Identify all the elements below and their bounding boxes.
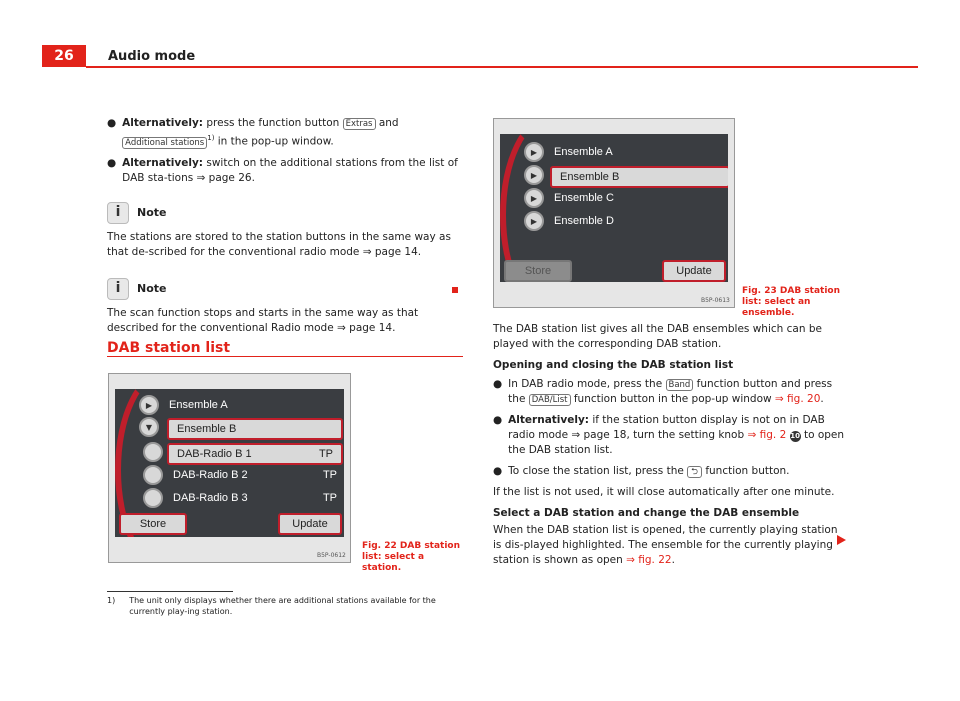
- list-item-selected: Ensemble B: [167, 418, 343, 440]
- intro-text: The DAB station list gives all the DAB ensembles which can be played with the corresponding DAB station.: [493, 323, 822, 350]
- list-item: ▶ Ensemble D: [524, 211, 614, 231]
- bullet-text: In DAB radio mode, press the: [508, 378, 663, 390]
- bullet-text: To close the station list, press the: [508, 465, 684, 477]
- back-icon: ⮌: [687, 466, 702, 478]
- footnote-rule: [107, 591, 233, 592]
- update-button: Update: [662, 260, 726, 282]
- section-title: DAB station list: [107, 340, 231, 356]
- dab-list-button: DAB/List: [529, 394, 571, 406]
- bullet-label: Alternatively:: [508, 414, 590, 426]
- figure-link[interactable]: ⇒ fig. 2: [747, 429, 787, 441]
- footnote-ref: 1): [207, 134, 215, 142]
- band-button: Band: [666, 379, 694, 391]
- section-rule: [107, 356, 463, 357]
- header-rule: [86, 66, 918, 68]
- list-item: ▶ Ensemble A: [524, 142, 613, 162]
- bullet-extras: [107, 116, 463, 150]
- station-icon: [143, 488, 163, 508]
- bullet-text: press the function button: [206, 117, 340, 129]
- footnote-mark: 1): [107, 596, 116, 605]
- bullet-text: function button in the pop-up window: [573, 393, 772, 405]
- list-item: ▶ Ensemble C: [524, 188, 614, 208]
- radio-screen: [500, 134, 728, 282]
- figure-22-caption: Fig. 22 DAB station list: select a station.: [362, 541, 461, 573]
- store-button: Store: [504, 260, 572, 282]
- note-2-heading: [107, 278, 463, 300]
- station-row-active: DAB-Radio B 1 TP: [167, 443, 343, 465]
- image-code: B5P-0612: [317, 552, 346, 559]
- additional-stations-button: Additional stations: [122, 137, 207, 149]
- footnote: [107, 595, 463, 617]
- station-icon: [143, 465, 163, 485]
- station-row: DAB-Radio B 2 TP: [143, 465, 343, 485]
- bullet-label: Alternatively:: [122, 156, 204, 169]
- list-item: [143, 442, 163, 462]
- bullet-alternative: [493, 413, 849, 458]
- note-1-heading: [107, 202, 463, 224]
- bullet-text: and: [378, 117, 399, 129]
- figure-22: [108, 373, 351, 563]
- expand-icon: ▶: [524, 165, 544, 185]
- list-item: [139, 417, 159, 437]
- page-title: Audio mode: [108, 49, 196, 64]
- footnote-text: The unit only displays whether there are additional stations available for the currently play-ing station.: [129, 596, 436, 616]
- bullet-dot: ●: [107, 156, 117, 169]
- section-end-marker: [452, 287, 458, 293]
- update-button: Update: [278, 513, 342, 535]
- right-column: [493, 322, 849, 574]
- note-title: Note: [137, 206, 167, 219]
- station-row: DAB-Radio B 3 TP: [143, 488, 343, 508]
- expand-icon: ▶: [139, 395, 159, 415]
- bullet-text: function button.: [705, 465, 790, 477]
- bullet-text: in the pop-up window.: [217, 135, 334, 148]
- extras-button: Extras: [343, 118, 376, 130]
- callout-badge: 10: [790, 432, 800, 440]
- info-icon: i: [107, 202, 129, 224]
- select-paragraph: When the DAB station list is opened, the currently playing station is dis-played highlighted. The ensemble for the currently playing station is shown as open ⇒ fig. 22.: [493, 524, 838, 566]
- info-icon: i: [107, 278, 129, 300]
- continue-arrow-icon: [837, 535, 846, 545]
- note-2-text: The scan function stops and starts in the same way as that described for the conventional Radio mode ⇒ page 14.: [107, 306, 419, 334]
- bullet-open: ● In DAB radio mode, press the Band function button and press the DAB/List function button in the pop-up window ⇒ fig. 20.: [493, 378, 833, 405]
- figure-link[interactable]: ⇒ fig. 22: [626, 554, 672, 566]
- list-item: ▶ Ensemble A: [139, 395, 228, 415]
- tp-badge: TP: [318, 448, 333, 460]
- bullet-text: function button and press the: [508, 378, 833, 405]
- radio-screen: [115, 389, 344, 537]
- subheading-select: Select a DAB station and change the DAB ensemble: [493, 507, 800, 519]
- bullet-close: [493, 464, 849, 479]
- bullet-dot: ●: [107, 117, 117, 129]
- left-column: [107, 116, 463, 342]
- list-item-selected: Ensemble B: [550, 166, 728, 188]
- image-code: B5P-0613: [701, 297, 730, 304]
- tp-badge: TP: [322, 492, 337, 504]
- bullet-text: to open the DAB station list.: [508, 429, 845, 456]
- note-title: Note: [137, 282, 167, 295]
- page-number: 26: [42, 45, 86, 67]
- bullet-dot: ●: [493, 465, 503, 477]
- store-button: Store: [119, 513, 187, 535]
- expand-icon: ▶: [524, 211, 544, 231]
- bullet-text: if the station button display is not on in DAB radio mode ⇒ page 18, turn the setting knob: [508, 414, 825, 441]
- station-icon: [143, 442, 163, 462]
- tp-badge: TP: [322, 469, 337, 481]
- expand-icon: ▶: [524, 188, 544, 208]
- figure-23: [493, 118, 735, 308]
- figure-23-caption: Fig. 23 DAB station list: select an ensemble.: [742, 286, 841, 318]
- bullet-dot: ●: [493, 378, 503, 390]
- subheading-open-close: Opening and closing the DAB station list: [493, 359, 734, 371]
- bullet-dot: ●: [493, 414, 503, 426]
- expand-icon: ▶: [524, 142, 544, 162]
- list-item: [524, 165, 544, 185]
- collapse-icon: ▼: [139, 417, 159, 437]
- figure-link[interactable]: ⇒ fig. 20: [774, 393, 821, 405]
- auto-close-text: If the list is not used, it will close automatically after one minute.: [493, 486, 835, 498]
- bullet-switch-on: [107, 156, 463, 186]
- bullet-text: switch on the additional stations from the list of DAB sta-tions ⇒ page 26.: [122, 156, 458, 184]
- bullet-label: Alternatively:: [122, 117, 204, 129]
- note-1-text: The stations are stored to the station buttons in the same way as that de-scribed for the conventional radio mode ⇒ page 14.: [107, 230, 451, 258]
